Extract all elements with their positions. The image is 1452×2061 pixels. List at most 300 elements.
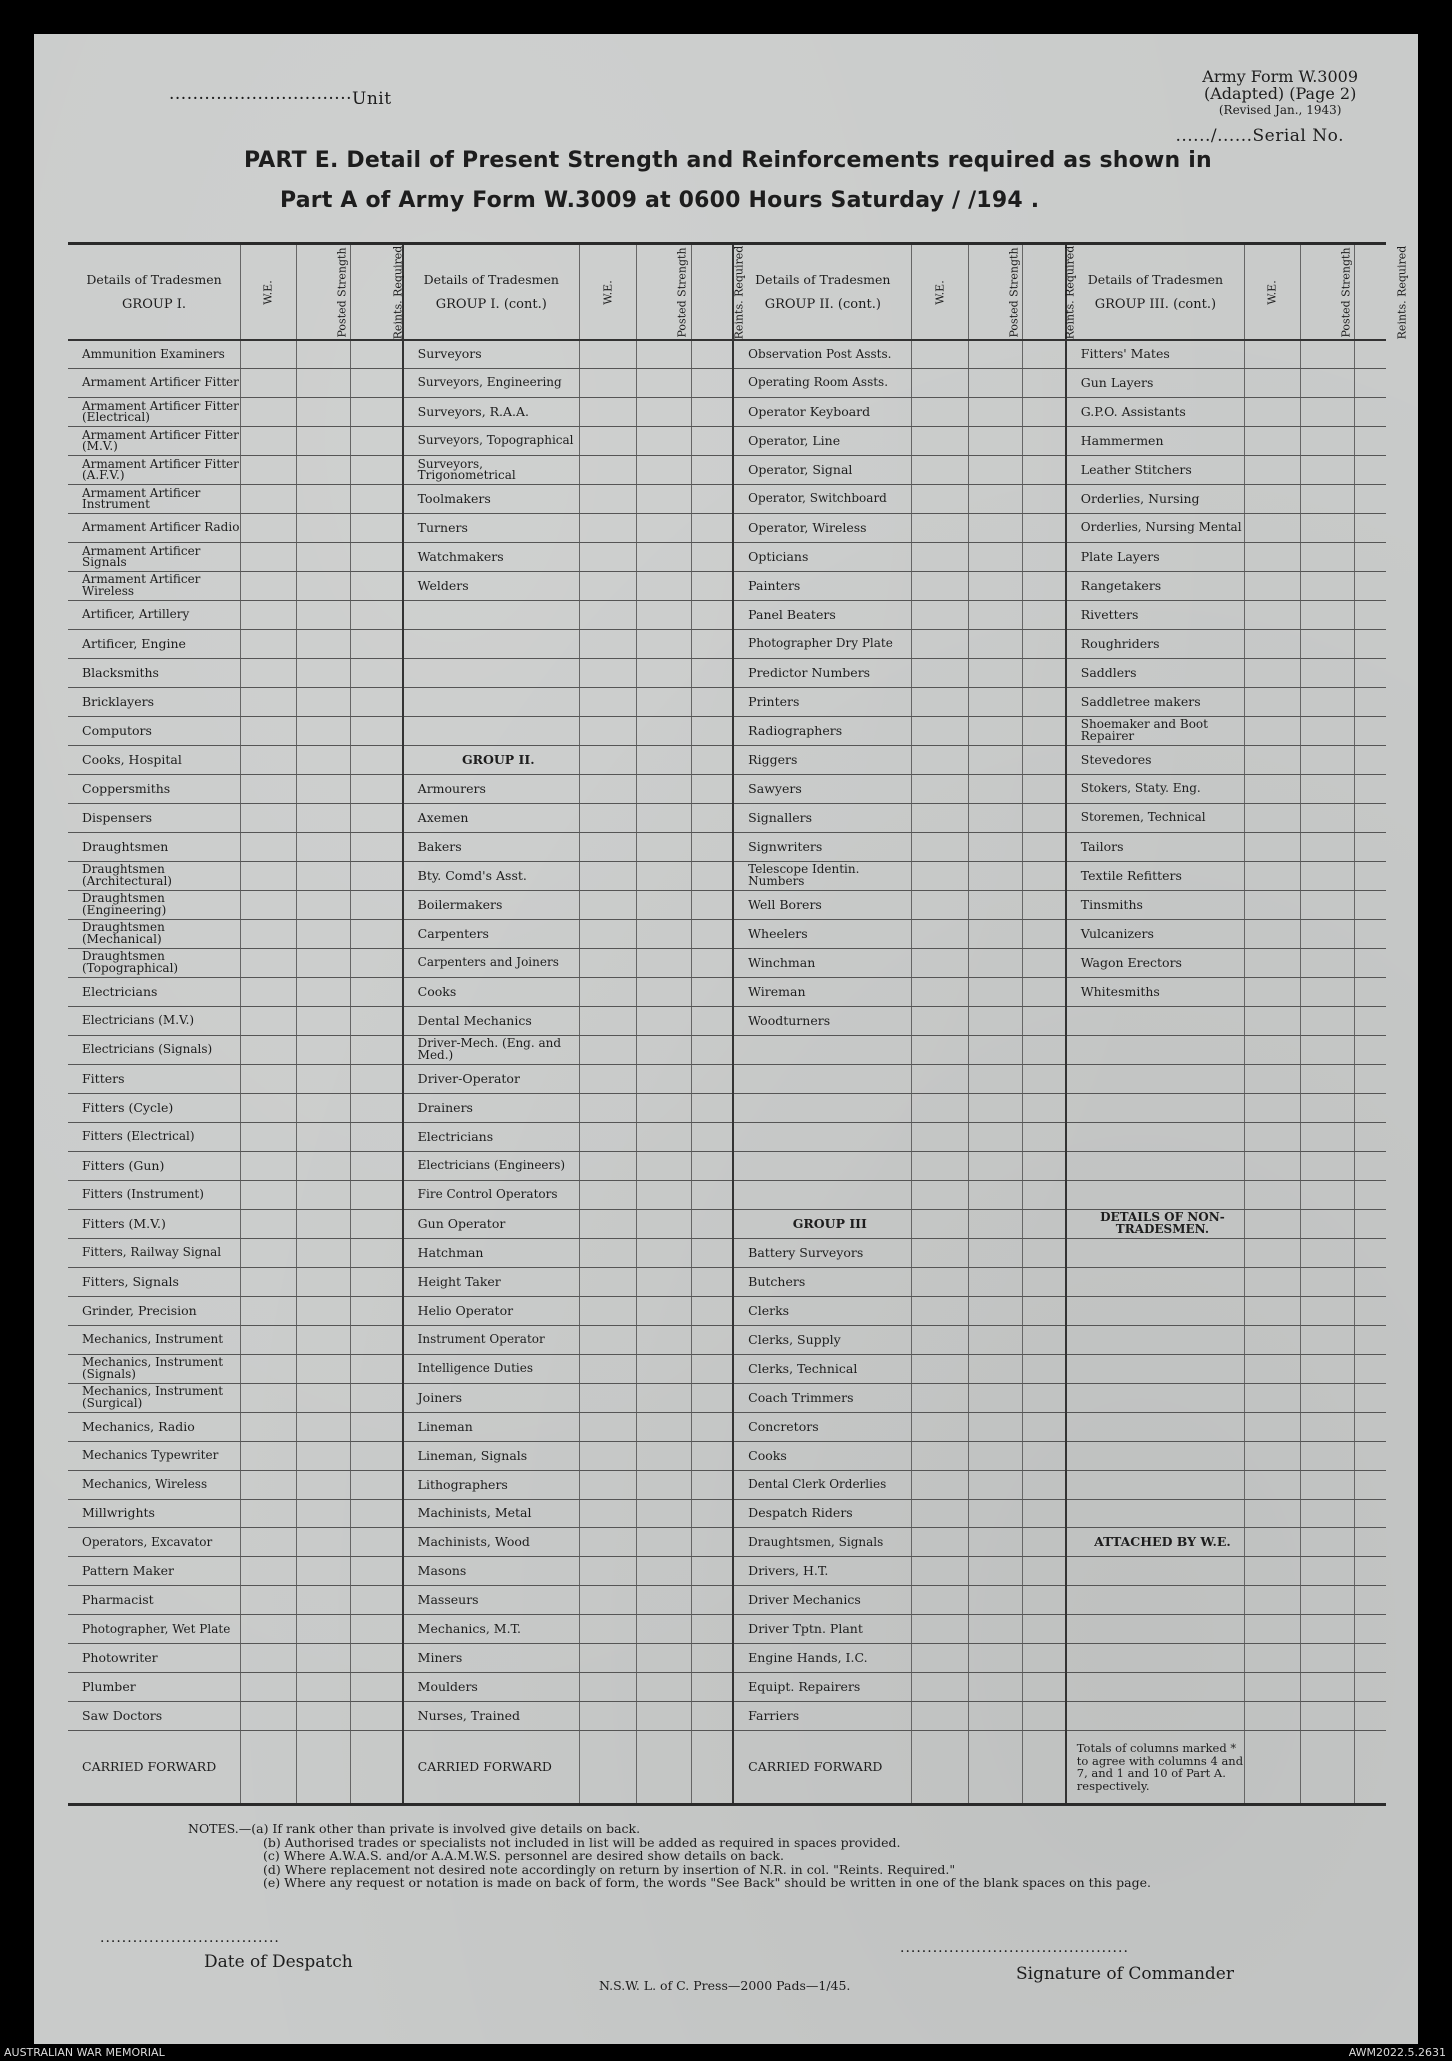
we-cell[interactable] [241, 572, 297, 601]
posted-cell[interactable] [297, 1180, 351, 1209]
reints-cell[interactable] [692, 1267, 734, 1296]
posted-cell[interactable] [968, 1180, 1022, 1209]
we-cell[interactable] [1245, 919, 1301, 948]
reints-cell[interactable] [1355, 803, 1386, 832]
we-cell[interactable] [912, 890, 968, 919]
we-cell[interactable] [579, 600, 636, 629]
reints-cell[interactable] [692, 543, 734, 572]
we-cell[interactable] [1245, 1644, 1301, 1673]
reints-cell[interactable] [1355, 456, 1386, 485]
reints-cell[interactable] [692, 1615, 734, 1644]
we-cell[interactable] [912, 1673, 968, 1702]
reints-cell[interactable] [692, 1383, 734, 1412]
we-total[interactable] [579, 1731, 636, 1805]
reints-cell[interactable] [351, 1673, 403, 1702]
we-cell[interactable] [579, 919, 636, 948]
posted-cell[interactable] [637, 1441, 692, 1470]
posted-cell[interactable] [637, 1586, 692, 1615]
reints-cell[interactable] [1355, 919, 1386, 948]
posted-cell[interactable] [297, 1354, 351, 1383]
reints-cell[interactable] [692, 485, 734, 514]
we-cell[interactable] [579, 1557, 636, 1586]
reints-cell[interactable] [1022, 485, 1066, 514]
posted-cell[interactable] [968, 1412, 1022, 1441]
posted-cell[interactable] [968, 1064, 1022, 1093]
we-cell[interactable] [241, 687, 297, 716]
reints-cell[interactable] [692, 1035, 734, 1064]
reints-cell[interactable] [351, 1412, 403, 1441]
reints-cell[interactable] [351, 398, 403, 427]
posted-cell[interactable] [637, 369, 692, 398]
we-cell[interactable] [1245, 1673, 1301, 1702]
reints-cell[interactable] [351, 832, 403, 861]
we-cell[interactable] [1245, 1557, 1301, 1586]
we-cell[interactable] [1245, 427, 1301, 456]
we-cell[interactable] [912, 803, 968, 832]
we-cell[interactable] [1245, 1180, 1301, 1209]
we-cell[interactable] [579, 1238, 636, 1267]
reints-cell[interactable] [692, 658, 734, 687]
posted-cell[interactable] [637, 543, 692, 572]
reints-cell[interactable] [692, 1354, 734, 1383]
reints-cell[interactable] [1355, 745, 1386, 774]
posted-cell[interactable] [1301, 890, 1355, 919]
we-cell[interactable] [579, 803, 636, 832]
posted-total[interactable] [637, 1731, 692, 1805]
reints-cell[interactable] [692, 369, 734, 398]
posted-cell[interactable] [968, 803, 1022, 832]
posted-cell[interactable] [637, 1383, 692, 1412]
reints-cell[interactable] [1022, 456, 1066, 485]
posted-cell[interactable] [297, 1412, 351, 1441]
we-cell[interactable] [1245, 369, 1301, 398]
posted-cell[interactable] [1301, 1586, 1355, 1615]
we-cell[interactable] [912, 1035, 968, 1064]
reints-cell[interactable] [1355, 1035, 1386, 1064]
we-cell[interactable] [912, 977, 968, 1006]
posted-cell[interactable] [297, 456, 351, 485]
we-cell[interactable] [912, 948, 968, 977]
posted-cell[interactable] [1301, 832, 1355, 861]
posted-cell[interactable] [1301, 1673, 1355, 1702]
we-cell[interactable] [1245, 1586, 1301, 1615]
reints-cell[interactable] [692, 1557, 734, 1586]
reints-cell[interactable] [1022, 1093, 1066, 1122]
reints-cell[interactable] [692, 456, 734, 485]
we-cell[interactable] [579, 1615, 636, 1644]
we-cell[interactable] [579, 1209, 636, 1238]
reints-cell[interactable] [1022, 1267, 1066, 1296]
reints-cell[interactable] [1355, 1354, 1386, 1383]
posted-cell[interactable] [637, 600, 692, 629]
reints-cell[interactable] [351, 1064, 403, 1093]
reints-cell[interactable] [351, 861, 403, 890]
we-cell[interactable] [579, 977, 636, 1006]
posted-cell[interactable] [637, 1035, 692, 1064]
reints-cell[interactable] [692, 832, 734, 861]
we-cell[interactable] [912, 658, 968, 687]
we-cell[interactable] [912, 745, 968, 774]
we-cell[interactable] [241, 629, 297, 658]
reints-cell[interactable] [1355, 369, 1386, 398]
reints-cell[interactable] [1355, 1644, 1386, 1673]
posted-cell[interactable] [1301, 1238, 1355, 1267]
we-cell[interactable] [1245, 1383, 1301, 1412]
posted-cell[interactable] [297, 1383, 351, 1412]
we-cell[interactable] [241, 1122, 297, 1151]
reints-cell[interactable] [692, 1441, 734, 1470]
reints-cell[interactable] [351, 774, 403, 803]
we-cell[interactable] [1245, 485, 1301, 514]
we-cell[interactable] [912, 1528, 968, 1557]
posted-cell[interactable] [297, 1673, 351, 1702]
posted-cell[interactable] [297, 774, 351, 803]
we-cell[interactable] [579, 861, 636, 890]
posted-cell[interactable] [297, 485, 351, 514]
reints-cell[interactable] [1022, 1296, 1066, 1325]
reints-cell[interactable] [1355, 1122, 1386, 1151]
posted-cell[interactable] [1301, 485, 1355, 514]
we-cell[interactable] [912, 1499, 968, 1528]
we-cell[interactable] [579, 832, 636, 861]
we-cell[interactable] [579, 629, 636, 658]
reints-cell[interactable] [1355, 1499, 1386, 1528]
reints-cell[interactable] [351, 948, 403, 977]
we-cell[interactable] [912, 1615, 968, 1644]
reints-cell[interactable] [1022, 1586, 1066, 1615]
we-cell[interactable] [1245, 658, 1301, 687]
reints-cell[interactable] [351, 1528, 403, 1557]
posted-cell[interactable] [297, 1267, 351, 1296]
we-cell[interactable] [241, 1296, 297, 1325]
we-cell[interactable] [1245, 1296, 1301, 1325]
reints-cell[interactable] [1355, 1209, 1386, 1238]
reints-cell[interactable] [1355, 1006, 1386, 1035]
reints-cell[interactable] [692, 948, 734, 977]
we-cell[interactable] [1245, 1441, 1301, 1470]
posted-cell[interactable] [297, 369, 351, 398]
posted-cell[interactable] [637, 1470, 692, 1499]
posted-cell[interactable] [968, 1470, 1022, 1499]
posted-cell[interactable] [968, 427, 1022, 456]
reints-cell[interactable] [1022, 774, 1066, 803]
we-cell[interactable] [912, 1093, 968, 1122]
reints-cell[interactable] [1022, 1441, 1066, 1470]
reints-cell[interactable] [692, 340, 734, 369]
posted-cell[interactable] [1301, 1093, 1355, 1122]
reints-cell[interactable] [1022, 1122, 1066, 1151]
reints-cell[interactable] [351, 1644, 403, 1673]
posted-cell[interactable] [297, 543, 351, 572]
reints-cell[interactable] [351, 1586, 403, 1615]
posted-cell[interactable] [297, 600, 351, 629]
we-cell[interactable] [241, 1093, 297, 1122]
posted-cell[interactable] [637, 485, 692, 514]
posted-cell[interactable] [637, 1064, 692, 1093]
we-cell[interactable] [1245, 1209, 1301, 1238]
posted-cell[interactable] [968, 977, 1022, 1006]
we-cell[interactable] [912, 1238, 968, 1267]
posted-cell[interactable] [968, 629, 1022, 658]
we-cell[interactable] [241, 803, 297, 832]
we-cell[interactable] [912, 716, 968, 745]
posted-cell[interactable] [637, 1354, 692, 1383]
we-cell[interactable] [912, 1412, 968, 1441]
reints-cell[interactable] [351, 919, 403, 948]
posted-cell[interactable] [637, 890, 692, 919]
posted-cell[interactable] [637, 1180, 692, 1209]
reints-cell[interactable] [1022, 629, 1066, 658]
posted-cell[interactable] [297, 1499, 351, 1528]
reints-cell[interactable] [351, 716, 403, 745]
reints-cell[interactable] [351, 629, 403, 658]
reints-cell[interactable] [351, 1557, 403, 1586]
we-cell[interactable] [1245, 1412, 1301, 1441]
we-cell[interactable] [241, 658, 297, 687]
we-cell[interactable] [912, 485, 968, 514]
posted-cell[interactable] [1301, 1209, 1355, 1238]
reints-cell[interactable] [1022, 716, 1066, 745]
we-cell[interactable] [579, 890, 636, 919]
reints-cell[interactable] [692, 427, 734, 456]
we-cell[interactable] [579, 1702, 636, 1731]
posted-cell[interactable] [637, 1238, 692, 1267]
reints-cell[interactable] [1022, 1499, 1066, 1528]
reints-cell[interactable] [1355, 1383, 1386, 1412]
posted-cell[interactable] [637, 1296, 692, 1325]
posted-cell[interactable] [297, 1035, 351, 1064]
reints-cell[interactable] [692, 1702, 734, 1731]
reints-cell[interactable] [1022, 687, 1066, 716]
we-cell[interactable] [241, 1006, 297, 1035]
we-cell[interactable] [1245, 1035, 1301, 1064]
posted-cell[interactable] [968, 1035, 1022, 1064]
reints-cell[interactable] [692, 1325, 734, 1354]
reints-cell[interactable] [1022, 948, 1066, 977]
reints-cell[interactable] [1022, 1325, 1066, 1354]
we-cell[interactable] [241, 1325, 297, 1354]
reints-cell[interactable] [692, 1122, 734, 1151]
we-cell[interactable] [1245, 1093, 1301, 1122]
reints-cell[interactable] [1355, 1441, 1386, 1470]
posted-cell[interactable] [1301, 1702, 1355, 1731]
we-cell[interactable] [1245, 803, 1301, 832]
posted-cell[interactable] [1301, 1006, 1355, 1035]
we-cell[interactable] [1245, 745, 1301, 774]
posted-cell[interactable] [1301, 543, 1355, 572]
posted-cell[interactable] [297, 398, 351, 427]
reints-cell[interactable] [351, 1470, 403, 1499]
posted-cell[interactable] [968, 1499, 1022, 1528]
posted-cell[interactable] [1301, 1267, 1355, 1296]
we-cell[interactable] [579, 1267, 636, 1296]
reints-cell[interactable] [1022, 1035, 1066, 1064]
posted-cell[interactable] [297, 1557, 351, 1586]
we-cell[interactable] [579, 427, 636, 456]
reints-cell[interactable] [692, 1064, 734, 1093]
posted-cell[interactable] [1301, 1035, 1355, 1064]
we-cell[interactable] [1245, 1470, 1301, 1499]
reints-cell[interactable] [1022, 398, 1066, 427]
reints-cell[interactable] [692, 1093, 734, 1122]
posted-cell[interactable] [968, 1354, 1022, 1383]
reints-cell[interactable] [1355, 600, 1386, 629]
we-cell[interactable] [241, 861, 297, 890]
reints-cell[interactable] [1022, 1354, 1066, 1383]
posted-cell[interactable] [968, 514, 1022, 543]
posted-cell[interactable] [968, 1586, 1022, 1615]
we-cell[interactable] [579, 543, 636, 572]
posted-cell[interactable] [297, 1122, 351, 1151]
posted-cell[interactable] [637, 716, 692, 745]
posted-cell[interactable] [968, 485, 1022, 514]
reints-total[interactable] [1022, 1731, 1066, 1805]
reints-cell[interactable] [1355, 1180, 1386, 1209]
posted-cell[interactable] [1301, 774, 1355, 803]
we-cell[interactable] [241, 890, 297, 919]
posted-cell[interactable] [637, 774, 692, 803]
reints-cell[interactable] [692, 600, 734, 629]
we-cell[interactable] [1245, 890, 1301, 919]
reints-cell[interactable] [692, 861, 734, 890]
reints-cell[interactable] [1022, 1006, 1066, 1035]
posted-cell[interactable] [637, 832, 692, 861]
we-cell[interactable] [912, 1383, 968, 1412]
we-cell[interactable] [912, 340, 968, 369]
we-cell[interactable] [241, 919, 297, 948]
reints-cell[interactable] [1022, 1702, 1066, 1731]
we-cell[interactable] [1245, 774, 1301, 803]
posted-cell[interactable] [297, 629, 351, 658]
we-cell[interactable] [1245, 1122, 1301, 1151]
we-cell[interactable] [579, 456, 636, 485]
reints-cell[interactable] [692, 1412, 734, 1441]
reints-cell[interactable] [1022, 1557, 1066, 1586]
we-cell[interactable] [912, 1064, 968, 1093]
posted-cell[interactable] [1301, 1383, 1355, 1412]
posted-cell[interactable] [637, 427, 692, 456]
posted-cell[interactable] [968, 1238, 1022, 1267]
posted-cell[interactable] [637, 629, 692, 658]
posted-cell[interactable] [637, 1209, 692, 1238]
reints-cell[interactable] [1022, 427, 1066, 456]
we-cell[interactable] [579, 1644, 636, 1673]
reints-cell[interactable] [692, 1238, 734, 1267]
posted-cell[interactable] [637, 1499, 692, 1528]
reints-cell[interactable] [1355, 514, 1386, 543]
posted-cell[interactable] [1301, 1180, 1355, 1209]
posted-cell[interactable] [637, 803, 692, 832]
reints-cell[interactable] [1022, 1644, 1066, 1673]
posted-cell[interactable] [297, 832, 351, 861]
reints-cell[interactable] [692, 890, 734, 919]
posted-cell[interactable] [1301, 948, 1355, 977]
we-cell[interactable] [241, 774, 297, 803]
posted-cell[interactable] [1301, 687, 1355, 716]
we-cell[interactable] [579, 1006, 636, 1035]
posted-cell[interactable] [637, 514, 692, 543]
we-cell[interactable] [241, 456, 297, 485]
we-cell[interactable] [241, 716, 297, 745]
posted-cell[interactable] [968, 543, 1022, 572]
reints-cell[interactable] [692, 572, 734, 601]
posted-cell[interactable] [1301, 745, 1355, 774]
we-cell[interactable] [579, 1412, 636, 1441]
posted-cell[interactable] [968, 340, 1022, 369]
posted-cell[interactable] [1301, 572, 1355, 601]
reints-cell[interactable] [692, 1586, 734, 1615]
reints-cell[interactable] [1355, 832, 1386, 861]
posted-cell[interactable] [968, 948, 1022, 977]
posted-cell[interactable] [968, 832, 1022, 861]
posted-cell[interactable] [1301, 1441, 1355, 1470]
reints-cell[interactable] [1022, 658, 1066, 687]
we-cell[interactable] [1245, 1006, 1301, 1035]
we-cell[interactable] [241, 398, 297, 427]
reints-cell[interactable] [1022, 514, 1066, 543]
posted-total[interactable] [297, 1731, 351, 1805]
we-cell[interactable] [241, 1499, 297, 1528]
posted-cell[interactable] [637, 1006, 692, 1035]
reints-cell[interactable] [1355, 1093, 1386, 1122]
posted-cell[interactable] [297, 340, 351, 369]
posted-cell[interactable] [968, 1093, 1022, 1122]
we-cell[interactable] [912, 456, 968, 485]
posted-cell[interactable] [637, 1325, 692, 1354]
we-cell[interactable] [1245, 456, 1301, 485]
posted-cell[interactable] [968, 919, 1022, 948]
reints-cell[interactable] [692, 514, 734, 543]
reints-cell[interactable] [692, 398, 734, 427]
we-cell[interactable] [1245, 1615, 1301, 1644]
reints-cell[interactable] [692, 629, 734, 658]
posted-cell[interactable] [637, 861, 692, 890]
reints-cell[interactable] [1022, 572, 1066, 601]
reints-cell[interactable] [1355, 977, 1386, 1006]
we-cell[interactable] [579, 485, 636, 514]
reints-cell[interactable] [692, 1296, 734, 1325]
reints-cell[interactable] [1022, 977, 1066, 1006]
reints-cell[interactable] [692, 1209, 734, 1238]
reints-cell[interactable] [1355, 1586, 1386, 1615]
we-cell[interactable] [912, 1151, 968, 1180]
reints-cell[interactable] [1022, 919, 1066, 948]
we-cell[interactable] [241, 1267, 297, 1296]
we-cell[interactable] [912, 1296, 968, 1325]
posted-cell[interactable] [297, 803, 351, 832]
we-cell[interactable] [1245, 1064, 1301, 1093]
reints-cell[interactable] [351, 340, 403, 369]
posted-cell[interactable] [968, 1383, 1022, 1412]
reints-cell[interactable] [1022, 1209, 1066, 1238]
reints-cell[interactable] [1022, 1180, 1066, 1209]
we-cell[interactable] [241, 1644, 297, 1673]
we-cell[interactable] [1245, 687, 1301, 716]
posted-cell[interactable] [297, 1644, 351, 1673]
reints-cell[interactable] [1022, 600, 1066, 629]
reints-cell[interactable] [692, 1151, 734, 1180]
we-cell[interactable] [579, 1528, 636, 1557]
we-cell[interactable] [912, 572, 968, 601]
reints-cell[interactable] [1355, 1238, 1386, 1267]
posted-cell[interactable] [1301, 919, 1355, 948]
posted-cell[interactable] [297, 1296, 351, 1325]
we-cell[interactable] [241, 1151, 297, 1180]
we-cell[interactable] [912, 1354, 968, 1383]
we-cell[interactable] [579, 514, 636, 543]
we-cell[interactable] [241, 514, 297, 543]
reints-cell[interactable] [1355, 890, 1386, 919]
